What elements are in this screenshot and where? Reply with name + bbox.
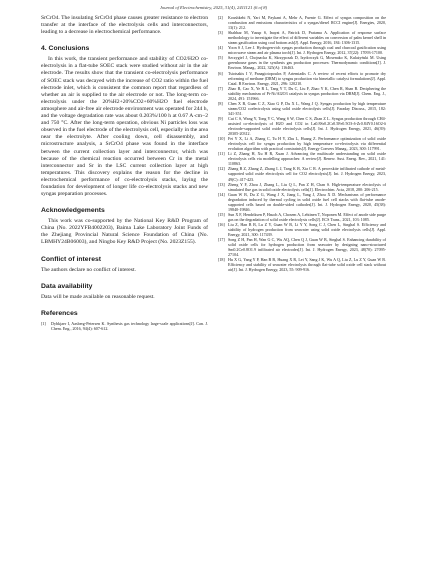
reference-number: [4] — [218, 45, 223, 51]
intro-paragraph: SrCrO4. The insulating SrCrO4 phase causes greater resistance to electron transfer at the interface of the electrolysis cells and interconnectors, leading to a decrease in electrochemical performance. — [41, 15, 208, 36]
reference-item — [218, 182, 386, 192]
reference-text: Koushkehi N, Yari M, Paykani A, Mehr A, Fuente G. Effect of syngas composition on the combustion and emissions characteristics of a syngas/diesel RCCI engine[J]. Energies, 2020, 13(1): 212. — [228, 15, 386, 31]
reference-number: [9] — [218, 115, 223, 121]
reference-number: [18] — [218, 257, 225, 263]
right-column — [218, 15, 386, 272]
reference-text: Tsiotsakis I V, Panagiotopoulos P, Artemiadis C. A review of recent efforts to promote dry reforming of methane (DRM) to syngas production via bimetallic catalyst formulations[J]. Appl. Catal. B Environ. Energy, 2021, 296: 120210. — [228, 70, 386, 86]
left-column — [41, 15, 208, 331]
conclusions-heading: 4. Conclusions — [41, 45, 90, 53]
reference-item — [218, 30, 386, 45]
acknowledgements-heading: Acknowledgements — [41, 207, 105, 215]
reference-number: [16] — [218, 221, 225, 227]
reference-number: [14] — [218, 191, 225, 197]
reference-text: Fei Y X, Li A, Zhang C, Tu H Y, Zhu L, Huang Z. Performance optimization of solid oxide electrolysis cell for syngas production by high temperature co-electrolysis via differential evolution algorithm with practical constraints[J]. Energy Convers Manag., 2023, 300: 117991. — [228, 136, 386, 152]
data-availability-paragraph: Data will be made available on reasonable request. — [41, 293, 155, 300]
reference-text: Chen X B, Guan C Z, Xiao G P, Du X L, Wang J Q. Syngas production by high temperature steam/CO2 coelectrolysis using solid oxide electrolysis cells[J]. Faraday Discuss., 2015, 182: 341-351. — [228, 100, 386, 116]
journal-header: Journal of Electrochemistry, 2025, 31(4), 2411121 (6 of 8) — [159, 5, 268, 10]
references-heading: References — [41, 309, 78, 317]
reference-item — [218, 116, 386, 136]
reference-item — [41, 321, 208, 331]
reference-number: [11] — [218, 151, 225, 157]
references-list-right — [218, 15, 386, 272]
reference-number: [15] — [218, 211, 225, 217]
reference-text: Guan W B, Du Z G, Wang J X, Jiang L, Yang J, Zhou X D. Mechanisms of performance degradation induced by thermal cycling in solid oxide fuel cell stacks with flat-tube anode-supported cells based on double-sided cathodes[J]. Int. J. Hydrogen Energy, 2020, 45(38): 19840-19846. — [228, 191, 386, 212]
reference-number: [13] — [218, 181, 225, 187]
reference-item — [218, 192, 386, 212]
reference-number: [5] — [218, 55, 223, 61]
reference-text: Hu X G, Yang Y P, Han B B, Huang X R, Lei Y, Sang J K, Wu A Q, Liu Z, Lu Z Y, Guan W B. Efficiency and stability of seawater electrolysis through flat-tube solid oxide cell stack without air[J]. Int. J. Hydrogen Energy, 2023, 55: 909-916. — [228, 257, 386, 273]
reference-number: [3] — [218, 30, 223, 36]
references-list-left — [41, 321, 208, 331]
reference-number: [10] — [218, 136, 225, 142]
reference-text: Szczygiel J, Chojnacka K, Skrzypczak D, Izydorczyk G, Mosenako K, Kulażyński M. Using greenhouse gases in the synthesis gas production processes: Thermodynamic conditions[J]. J. Environ. Manag., 2022, 325(A): 116463. — [228, 55, 386, 71]
reference-number: [7] — [218, 85, 223, 91]
reference-text: Liu Z, Han B B, Lu Z Y, Guan W B, Li Y Y, Song C J, Chen L, Singhal S. Efficiency and stability of hydrogen production from seawater using solid oxide electrolysis cells[J]. Appl. Energy, 2021, 300: 117439. — [228, 221, 386, 238]
reference-number: [8] — [218, 100, 223, 106]
reference-item — [218, 151, 386, 166]
conflict-heading: Conflict of interest — [41, 255, 102, 263]
conclusions-paragraph: In this work, the transient performance and stability of CO2/H2O co-electrolysis in a flat-tube SOEC stack were studied without air in the air electrode. The results show that the transient co-electrolysis performance of SOEC stack was decayed with the increase of CO2 ratio within the fuel electrode inlet, which is consistent the common report that regardless of whether an air is supplied to the air electrode or not. The long-term co-electrolysis under the 20%H2+20%CO2+60%H2O fuel electrode atmosphere and air-free air electrode environment was operated for 244 h, and the voltage degradation rate was about 0.203%/100 h at 0.67 A·cm−2 and 750 °C. After the long-term operation, obvious Ni particles loss was observed in the fuel electrode of the electrolysis cell, especially in the area near the electrolyte. After cooling down, cell disassembly, and microstructure analysis, a SrCrO4 phase was found in the interface between the current collection layer and interconnector, which was because of the chemical reaction occurred between Cr in the metal interconnector and Sr in the LSC current collection layer at high temperatures. This discovery explains the reason for the decline in electrochemical performance of co-electrolysis stacks, laying the foundation for development of longer life co-electrolysis stacks and new syngas preparation processes. — [41, 56, 208, 198]
reference-number: [1] — [41, 320, 46, 326]
reference-number: [12] — [218, 166, 225, 172]
conflict-paragraph: The authors declare no conflict of interest. — [41, 266, 136, 273]
reference-text: Yoon S J, Lee J. Hydrogen-rich syngas production through coal and charcoal gasification using microwave steam and air plasma torch[J]. Int. J. Hydrogen Energy, 2012, 37(22): 17093-17100. — [228, 45, 386, 56]
reference-item — [218, 222, 386, 237]
reference-item — [218, 237, 386, 257]
reference-item — [218, 101, 386, 116]
reference-item — [218, 45, 386, 55]
reference-text: Zhang B Z, Zhang Z, Zhang L J, Tang K B, Xia C R. A perovskite infiltrated cathode of metal-supported solid oxide electrolysis cell for CO2 electrolysis[J]. Int. J. Hydrogen Energy, 2023, 49(C): 417-423. — [228, 166, 386, 182]
reference-text: Sun X F, Hendriksen P, Hauch A, Chosem A, Lehtinen T, Noponen M. Effect of anode side purge gas on the degradation of solid oxide electrolysis cells[J]. ECS Trans., 2021, 103: 1085. — [228, 211, 386, 222]
reference-number: [2] — [218, 15, 223, 20]
reference-text: Zhao R, Cao X, Ye R L, Tang Y T, Du C, Liu F, Zhao Y K, Chen R, Shan B. Deciphering the stability mechanism of Pt-Ni/Al2O3 catalysts in syngas production via DRM[J]. Chem. Eng. J., 2024, 491: 151966. — [228, 85, 386, 101]
reference-text: Dybkjaer I, Aasberg-Petersen K. Synthesis gas technology large-scale applications[J]. Can. J. Chem. Eng., 2016, 94(4): 607-612. — [51, 320, 208, 331]
reference-item — [218, 86, 386, 101]
reference-item — [218, 55, 386, 70]
reference-number: [6] — [218, 70, 223, 76]
reference-text: Zheng Y F, Zhou J, Zhang L, Liu Q L, Pan Z H, Chan S. High-temperature electrolysis of simulated flue gas in solid oxide electrolysis cells[J]. Electrochim. Acta, 2018, 280: 206-215. — [228, 181, 386, 192]
reference-text: Shahbaz M, Yusup S, Inayat A, Patrick D, Pratama A. Application of response surface methodology to investigate the effect of different variables on conversion of palm kernel shell in steam gasification using coal bottom ash[J]. Appl. Energy, 2016, 184: 1306-1315. — [228, 30, 386, 46]
reference-item — [218, 212, 386, 222]
reference-text: Cui C S, Wang Y, Tong Y C, Wang S W, Chen C S, Zhan Z L. Syngas production through CH4-assisted co-electrolysis of H2O and CO2 in La0.8Sr0.2Cr0.5Fe0.5O3-δ-Zr0.84Y0.16O2-δ electrode-supported solid oxide electrolysis cells[J]. Int. J. Hydrogen Energy, 2021, 46(39): 20305-20312. — [228, 115, 386, 137]
reference-item — [218, 166, 386, 181]
reference-number: [17] — [218, 237, 225, 243]
data-availability-heading: Data availability — [41, 282, 93, 290]
reference-item — [218, 15, 386, 30]
reference-item — [218, 136, 386, 151]
reference-text: Song Z H, Pan H, Wan G C, Wu AQ, Chen Q J, Guan W B, Singhal S. Enhancing durability of solid oxide cells for hydrogen production from seawater by designing nano-structured Sm0.2Ce0.8O1.9 infiltrated air electrodes[J]. Int. J. Hydrogen Energy, 2023, 48(70): 27095-27104. — [228, 237, 386, 258]
reference-item — [218, 71, 386, 86]
reference-item — [218, 257, 386, 272]
reference-text: Li Z, Zhang H, Xu H R, Xuan J. Advancing the multiscale understanding on solid oxide electrolysis cells via modelling approaches: A review[J]. Renew. Sust. Energ. Rev., 2021, 141: 110863. — [228, 151, 386, 167]
acknowledgements-paragraph: This work was co-supported by the National Key R&D Program of China (No. 2022YFB4002203), Baima Lake Laboratory Joint Funds of the Zhejiang Provincial Natural Science Foundation of China (No. LBMHY24B06003), and Ningbo Key R&D Project (No. 2023Z155). — [41, 218, 208, 246]
